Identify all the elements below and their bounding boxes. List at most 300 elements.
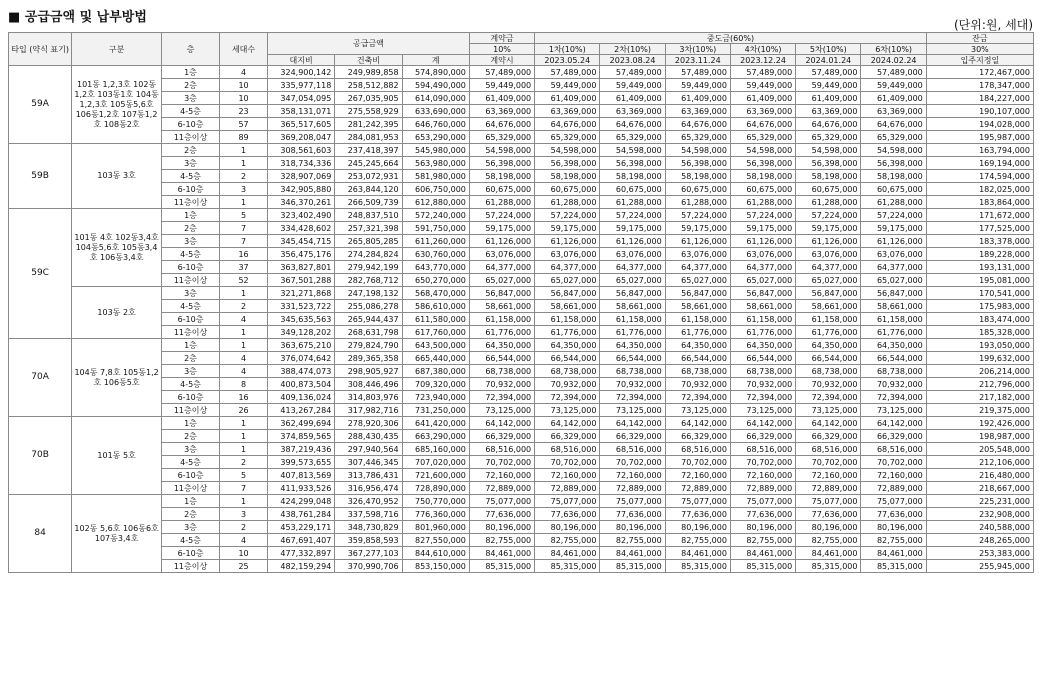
land-price-cell: 374,859,565: [268, 430, 335, 443]
division-cell: 101동 1,2,3호 102동1,2호 103동1호 104동1,2,3호 105동5,6호 106동1,2호 107동1,2호 108동2호: [72, 66, 162, 144]
contract-cell: 77,636,000: [469, 508, 534, 521]
installment-5-cell: 82,755,000: [796, 534, 861, 547]
contract-cell: 57,489,000: [469, 66, 534, 79]
installment-6-cell: 82,755,000: [861, 534, 926, 547]
installment-2-cell: 65,329,000: [600, 131, 665, 144]
contract-cell: 68,738,000: [469, 365, 534, 378]
contract-cell: 63,076,000: [469, 248, 534, 261]
installment-1-cell: 61,409,000: [535, 92, 600, 105]
total-price-cell: 617,760,000: [402, 326, 469, 339]
floor-cell: 11층이상: [161, 196, 219, 209]
balance-cell: 248,265,000: [926, 534, 1033, 547]
installment-4-cell: 54,598,000: [730, 144, 795, 157]
contract-cell: 58,661,000: [469, 300, 534, 313]
building-price-cell: 307,446,345: [335, 456, 402, 469]
installment-6-cell: 58,661,000: [861, 300, 926, 313]
installment-1-cell: 84,461,000: [535, 547, 600, 560]
land-price-cell: 323,402,490: [268, 209, 335, 222]
contract-cell: 61,409,000: [469, 92, 534, 105]
total-price-cell: 776,360,000: [402, 508, 469, 521]
households-cell: 10: [220, 547, 268, 560]
installment-4-cell: 56,847,000: [730, 287, 795, 300]
building-price-cell: 268,631,798: [335, 326, 402, 339]
installment-5-cell: 57,224,000: [796, 209, 861, 222]
installment-2-cell: 60,675,000: [600, 183, 665, 196]
installment-4-cell: 82,755,000: [730, 534, 795, 547]
header-middle-payment: 중도금(60%): [535, 33, 927, 44]
installment-1-cell: 72,889,000: [535, 482, 600, 495]
floor-cell: 4-5층: [161, 248, 219, 261]
installment-1-cell: 61,776,000: [535, 326, 600, 339]
balance-cell: 255,945,000: [926, 560, 1033, 573]
contract-cell: 61,158,000: [469, 313, 534, 326]
floor-cell: 3층: [161, 92, 219, 105]
contract-cell: 65,329,000: [469, 131, 534, 144]
contract-cell: 61,126,000: [469, 235, 534, 248]
floor-cell: 11층이상: [161, 274, 219, 287]
installment-6-cell: 61,409,000: [861, 92, 926, 105]
total-price-cell: 611,260,000: [402, 235, 469, 248]
building-price-cell: 281,242,395: [335, 118, 402, 131]
header-balance-pct: 30%: [926, 44, 1033, 55]
division-cell: 101동 5호: [72, 417, 162, 495]
header-land: 대지비: [268, 55, 335, 66]
installment-2-cell: 63,369,000: [600, 105, 665, 118]
total-price-cell: 663,290,000: [402, 430, 469, 443]
installment-4-cell: 66,329,000: [730, 430, 795, 443]
installment-2-cell: 61,126,000: [600, 235, 665, 248]
households-cell: 1: [220, 326, 268, 339]
installment-4-cell: 60,675,000: [730, 183, 795, 196]
table-row: [9, 196, 1034, 209]
floor-cell: 4-5층: [161, 378, 219, 391]
total-price-cell: 594,490,000: [402, 79, 469, 92]
installment-4-cell: 63,076,000: [730, 248, 795, 261]
land-price-cell: 358,131,071: [268, 105, 335, 118]
table-row: [9, 469, 1034, 482]
installment-6-cell: 66,329,000: [861, 430, 926, 443]
total-price-cell: 827,550,000: [402, 534, 469, 547]
installment-3-cell: 57,489,000: [665, 66, 730, 79]
installment-5-cell: 84,461,000: [796, 547, 861, 560]
land-price-cell: 482,159,294: [268, 560, 335, 573]
contract-cell: 58,198,000: [469, 170, 534, 183]
installment-3-cell: 61,158,000: [665, 313, 730, 326]
installment-6-cell: 61,776,000: [861, 326, 926, 339]
total-price-cell: 646,760,000: [402, 118, 469, 131]
installment-6-cell: 59,449,000: [861, 79, 926, 92]
header-installment-5: 5차(10%): [796, 44, 861, 55]
land-price-cell: 363,827,801: [268, 261, 335, 274]
installment-1-cell: 58,198,000: [535, 170, 600, 183]
installment-5-cell: 68,738,000: [796, 365, 861, 378]
installment-1-cell: 82,755,000: [535, 534, 600, 547]
installment-3-cell: 84,461,000: [665, 547, 730, 560]
total-price-cell: 606,750,000: [402, 183, 469, 196]
installment-4-cell: 72,889,000: [730, 482, 795, 495]
households-cell: 57: [220, 118, 268, 131]
building-price-cell: 359,858,593: [335, 534, 402, 547]
building-price-cell: 298,905,927: [335, 365, 402, 378]
total-price-cell: 723,940,000: [402, 391, 469, 404]
table-row: [9, 144, 1034, 157]
installment-4-cell: 56,398,000: [730, 157, 795, 170]
installment-1-cell: 60,675,000: [535, 183, 600, 196]
installment-3-cell: 59,175,000: [665, 222, 730, 235]
land-price-cell: 369,208,047: [268, 131, 335, 144]
floor-cell: 1층: [161, 495, 219, 508]
installment-2-cell: 70,932,000: [600, 378, 665, 391]
header-date-5: 2024.01.24: [796, 55, 861, 66]
balance-cell: 217,182,000: [926, 391, 1033, 404]
installment-6-cell: 54,598,000: [861, 144, 926, 157]
total-price-cell: 731,250,000: [402, 404, 469, 417]
households-cell: 52: [220, 274, 268, 287]
building-price-cell: 317,982,716: [335, 404, 402, 417]
installment-4-cell: 64,676,000: [730, 118, 795, 131]
total-price-cell: 650,270,000: [402, 274, 469, 287]
installment-4-cell: 84,461,000: [730, 547, 795, 560]
contract-cell: 68,516,000: [469, 443, 534, 456]
balance-cell: 183,864,000: [926, 196, 1033, 209]
total-price-cell: 665,440,000: [402, 352, 469, 365]
households-cell: 1: [220, 144, 268, 157]
installment-5-cell: 66,329,000: [796, 430, 861, 443]
building-price-cell: 266,509,739: [335, 196, 402, 209]
floor-cell: 2층: [161, 508, 219, 521]
building-price-cell: 316,956,474: [335, 482, 402, 495]
installment-4-cell: 65,329,000: [730, 131, 795, 144]
balance-cell: 183,378,000: [926, 235, 1033, 248]
header-balance-when: 입주지정일: [926, 55, 1033, 66]
installment-3-cell: 68,516,000: [665, 443, 730, 456]
installment-1-cell: 64,377,000: [535, 261, 600, 274]
households-cell: 16: [220, 248, 268, 261]
installment-1-cell: 61,288,000: [535, 196, 600, 209]
installment-6-cell: 66,544,000: [861, 352, 926, 365]
installment-1-cell: 66,544,000: [535, 352, 600, 365]
households-cell: 4: [220, 352, 268, 365]
land-price-cell: 321,271,868: [268, 287, 335, 300]
balance-cell: 212,796,000: [926, 378, 1033, 391]
installment-4-cell: 70,932,000: [730, 378, 795, 391]
building-price-cell: 308,446,496: [335, 378, 402, 391]
building-price-cell: 326,470,952: [335, 495, 402, 508]
balance-cell: 178,347,000: [926, 79, 1033, 92]
installment-5-cell: 61,158,000: [796, 313, 861, 326]
floor-cell: 2층: [161, 144, 219, 157]
households-cell: 7: [220, 482, 268, 495]
balance-cell: 216,480,000: [926, 469, 1033, 482]
installment-6-cell: 56,398,000: [861, 157, 926, 170]
households-cell: 3: [220, 183, 268, 196]
installment-2-cell: 61,409,000: [600, 92, 665, 105]
table-row: [9, 287, 1034, 300]
installment-5-cell: 64,350,000: [796, 339, 861, 352]
total-price-cell: 591,750,000: [402, 222, 469, 235]
balance-cell: 189,228,000: [926, 248, 1033, 261]
installment-3-cell: 56,398,000: [665, 157, 730, 170]
contract-cell: 64,676,000: [469, 118, 534, 131]
floor-cell: 4-5층: [161, 534, 219, 547]
type-cell: 59B: [9, 144, 72, 209]
table-row: [9, 508, 1034, 521]
installment-6-cell: 59,175,000: [861, 222, 926, 235]
contract-cell: 72,160,000: [469, 469, 534, 482]
building-price-cell: 255,086,278: [335, 300, 402, 313]
installment-4-cell: 64,350,000: [730, 339, 795, 352]
installment-3-cell: 73,125,000: [665, 404, 730, 417]
installment-2-cell: 73,125,000: [600, 404, 665, 417]
installment-6-cell: 75,077,000: [861, 495, 926, 508]
installment-5-cell: 72,394,000: [796, 391, 861, 404]
header-balance: 잔금: [926, 33, 1033, 44]
contract-cell: 54,598,000: [469, 144, 534, 157]
building-price-cell: 249,989,858: [335, 66, 402, 79]
installment-3-cell: 61,126,000: [665, 235, 730, 248]
contract-cell: 84,461,000: [469, 547, 534, 560]
installment-4-cell: 59,449,000: [730, 79, 795, 92]
floor-cell: 3층: [161, 157, 219, 170]
land-price-cell: 413,267,284: [268, 404, 335, 417]
households-cell: 4: [220, 534, 268, 547]
division-cell: 101동 4호 102동3,4호 104동5,6호 105동3,4호 106동3,4호: [72, 209, 162, 287]
balance-cell: 184,227,000: [926, 92, 1033, 105]
land-price-cell: 453,229,171: [268, 521, 335, 534]
installment-1-cell: 57,489,000: [535, 66, 600, 79]
installment-2-cell: 65,027,000: [600, 274, 665, 287]
floor-cell: 2층: [161, 430, 219, 443]
installment-3-cell: 66,329,000: [665, 430, 730, 443]
header-supply-price: 공급금액: [268, 33, 470, 55]
installment-6-cell: 64,676,000: [861, 118, 926, 131]
building-price-cell: 282,768,712: [335, 274, 402, 287]
installment-4-cell: 61,776,000: [730, 326, 795, 339]
table-row: [9, 157, 1034, 170]
installment-4-cell: 65,027,000: [730, 274, 795, 287]
land-price-cell: 331,523,722: [268, 300, 335, 313]
installment-6-cell: 70,932,000: [861, 378, 926, 391]
total-price-cell: 630,760,000: [402, 248, 469, 261]
installment-1-cell: 72,160,000: [535, 469, 600, 482]
households-cell: 1: [220, 196, 268, 209]
floor-cell: 11층이상: [161, 560, 219, 573]
table-row: [9, 79, 1034, 92]
installment-2-cell: 64,142,000: [600, 417, 665, 430]
installment-3-cell: 68,738,000: [665, 365, 730, 378]
installment-6-cell: 61,288,000: [861, 196, 926, 209]
land-price-cell: 411,933,526: [268, 482, 335, 495]
installment-4-cell: 59,175,000: [730, 222, 795, 235]
total-price-cell: 563,980,000: [402, 157, 469, 170]
installment-4-cell: 72,394,000: [730, 391, 795, 404]
installment-5-cell: 66,544,000: [796, 352, 861, 365]
land-price-cell: 342,905,880: [268, 183, 335, 196]
installment-3-cell: 58,661,000: [665, 300, 730, 313]
total-price-cell: 844,610,000: [402, 547, 469, 560]
installment-5-cell: 68,516,000: [796, 443, 861, 456]
installment-4-cell: 73,125,000: [730, 404, 795, 417]
land-price-cell: 388,474,073: [268, 365, 335, 378]
installment-5-cell: 61,409,000: [796, 92, 861, 105]
installment-2-cell: 57,224,000: [600, 209, 665, 222]
type-cell: 70A: [9, 339, 72, 417]
installment-2-cell: 66,544,000: [600, 352, 665, 365]
building-price-cell: 370,990,706: [335, 560, 402, 573]
building-price-cell: 348,730,829: [335, 521, 402, 534]
header-contract: 계약금: [469, 33, 534, 44]
division-cell: 102동 5,6호 106동6호 107동3,4호: [72, 495, 162, 573]
land-price-cell: 400,873,504: [268, 378, 335, 391]
header-contract-pct: 10%: [469, 44, 534, 55]
table-row: [9, 352, 1034, 365]
contract-cell: 56,847,000: [469, 287, 534, 300]
installment-3-cell: 85,315,000: [665, 560, 730, 573]
balance-cell: 199,632,000: [926, 352, 1033, 365]
contract-cell: 72,889,000: [469, 482, 534, 495]
table-row: [9, 417, 1034, 430]
installment-5-cell: 70,702,000: [796, 456, 861, 469]
installment-5-cell: 58,661,000: [796, 300, 861, 313]
installment-2-cell: 75,077,000: [600, 495, 665, 508]
installment-2-cell: 85,315,000: [600, 560, 665, 573]
installment-2-cell: 72,394,000: [600, 391, 665, 404]
land-price-cell: 335,977,118: [268, 79, 335, 92]
table-row: [9, 170, 1034, 183]
header-date-2: 2023.08.24: [600, 55, 665, 66]
installment-4-cell: 70,702,000: [730, 456, 795, 469]
installment-5-cell: 85,315,000: [796, 560, 861, 573]
installment-6-cell: 80,196,000: [861, 521, 926, 534]
contract-cell: 56,398,000: [469, 157, 534, 170]
land-price-cell: 345,635,563: [268, 313, 335, 326]
total-price-cell: 853,150,000: [402, 560, 469, 573]
installment-6-cell: 77,636,000: [861, 508, 926, 521]
floor-cell: 4-5층: [161, 300, 219, 313]
unit-note: (단위:원, 세대): [954, 18, 1033, 32]
floor-cell: 1층: [161, 417, 219, 430]
installment-6-cell: 61,126,000: [861, 235, 926, 248]
installment-2-cell: 54,598,000: [600, 144, 665, 157]
floor-cell: 2층: [161, 352, 219, 365]
land-price-cell: 356,475,176: [268, 248, 335, 261]
installment-2-cell: 59,175,000: [600, 222, 665, 235]
building-price-cell: 337,598,716: [335, 508, 402, 521]
installment-3-cell: 70,702,000: [665, 456, 730, 469]
contract-cell: 64,350,000: [469, 339, 534, 352]
households-cell: 5: [220, 469, 268, 482]
balance-cell: 190,107,000: [926, 105, 1033, 118]
installment-3-cell: 54,598,000: [665, 144, 730, 157]
header-date-3: 2023.11.24: [665, 55, 730, 66]
balance-cell: 183,474,000: [926, 313, 1033, 326]
land-price-cell: 318,734,336: [268, 157, 335, 170]
installment-3-cell: 72,160,000: [665, 469, 730, 482]
balance-cell: 175,983,000: [926, 300, 1033, 313]
total-price-cell: 572,240,000: [402, 209, 469, 222]
installment-5-cell: 56,398,000: [796, 157, 861, 170]
installment-3-cell: 59,449,000: [665, 79, 730, 92]
contract-cell: 63,369,000: [469, 105, 534, 118]
installment-3-cell: 63,369,000: [665, 105, 730, 118]
total-price-cell: 574,890,000: [402, 66, 469, 79]
table-row: [9, 521, 1034, 534]
building-price-cell: 253,072,931: [335, 170, 402, 183]
households-cell: 1: [220, 443, 268, 456]
contract-cell: 66,329,000: [469, 430, 534, 443]
total-price-cell: 633,690,000: [402, 105, 469, 118]
table-row: [9, 547, 1034, 560]
total-price-cell: 687,380,000: [402, 365, 469, 378]
total-price-cell: 801,960,000: [402, 521, 469, 534]
installment-5-cell: 54,598,000: [796, 144, 861, 157]
land-price-cell: 349,128,202: [268, 326, 335, 339]
installment-5-cell: 72,160,000: [796, 469, 861, 482]
header-date-6: 2024.02.24: [861, 55, 926, 66]
installment-2-cell: 64,676,000: [600, 118, 665, 131]
table-row: [9, 248, 1034, 261]
table-row: [9, 560, 1034, 573]
households-cell: 1: [220, 287, 268, 300]
installment-5-cell: 58,198,000: [796, 170, 861, 183]
installment-6-cell: 68,738,000: [861, 365, 926, 378]
building-price-cell: 257,321,398: [335, 222, 402, 235]
installment-2-cell: 58,661,000: [600, 300, 665, 313]
floor-cell: 11층이상: [161, 482, 219, 495]
building-price-cell: 258,512,882: [335, 79, 402, 92]
contract-cell: 65,027,000: [469, 274, 534, 287]
contract-cell: 60,675,000: [469, 183, 534, 196]
installment-6-cell: 64,377,000: [861, 261, 926, 274]
balance-cell: 193,050,000: [926, 339, 1033, 352]
installment-3-cell: 61,288,000: [665, 196, 730, 209]
table-row: [9, 365, 1034, 378]
households-cell: 5: [220, 209, 268, 222]
building-price-cell: 289,365,358: [335, 352, 402, 365]
installment-1-cell: 59,175,000: [535, 222, 600, 235]
balance-cell: 218,667,000: [926, 482, 1033, 495]
floor-cell: 11층이상: [161, 404, 219, 417]
floor-cell: 1층: [161, 339, 219, 352]
balance-cell: 163,794,000: [926, 144, 1033, 157]
installment-3-cell: 70,932,000: [665, 378, 730, 391]
division-cell: 103동 3호: [72, 144, 162, 209]
land-price-cell: 365,517,605: [268, 118, 335, 131]
table-row: [9, 92, 1034, 105]
installment-5-cell: 70,932,000: [796, 378, 861, 391]
households-cell: 1: [220, 495, 268, 508]
balance-cell: 170,541,000: [926, 287, 1033, 300]
contract-cell: 75,077,000: [469, 495, 534, 508]
total-price-cell: 707,020,000: [402, 456, 469, 469]
installment-1-cell: 73,125,000: [535, 404, 600, 417]
households-cell: 37: [220, 261, 268, 274]
header-installment-4: 4차(10%): [730, 44, 795, 55]
installment-3-cell: 75,077,000: [665, 495, 730, 508]
building-price-cell: 367,277,103: [335, 547, 402, 560]
total-price-cell: 612,880,000: [402, 196, 469, 209]
installment-6-cell: 61,158,000: [861, 313, 926, 326]
section-title: ■ 공급금액 및 납부방법: [8, 10, 147, 25]
installment-4-cell: 75,077,000: [730, 495, 795, 508]
table-row: [9, 443, 1034, 456]
balance-cell: 171,672,000: [926, 209, 1033, 222]
balance-cell: 195,081,000: [926, 274, 1033, 287]
installment-4-cell: 64,377,000: [730, 261, 795, 274]
balance-cell: 240,588,000: [926, 521, 1033, 534]
total-price-cell: 614,090,000: [402, 92, 469, 105]
installment-6-cell: 63,076,000: [861, 248, 926, 261]
